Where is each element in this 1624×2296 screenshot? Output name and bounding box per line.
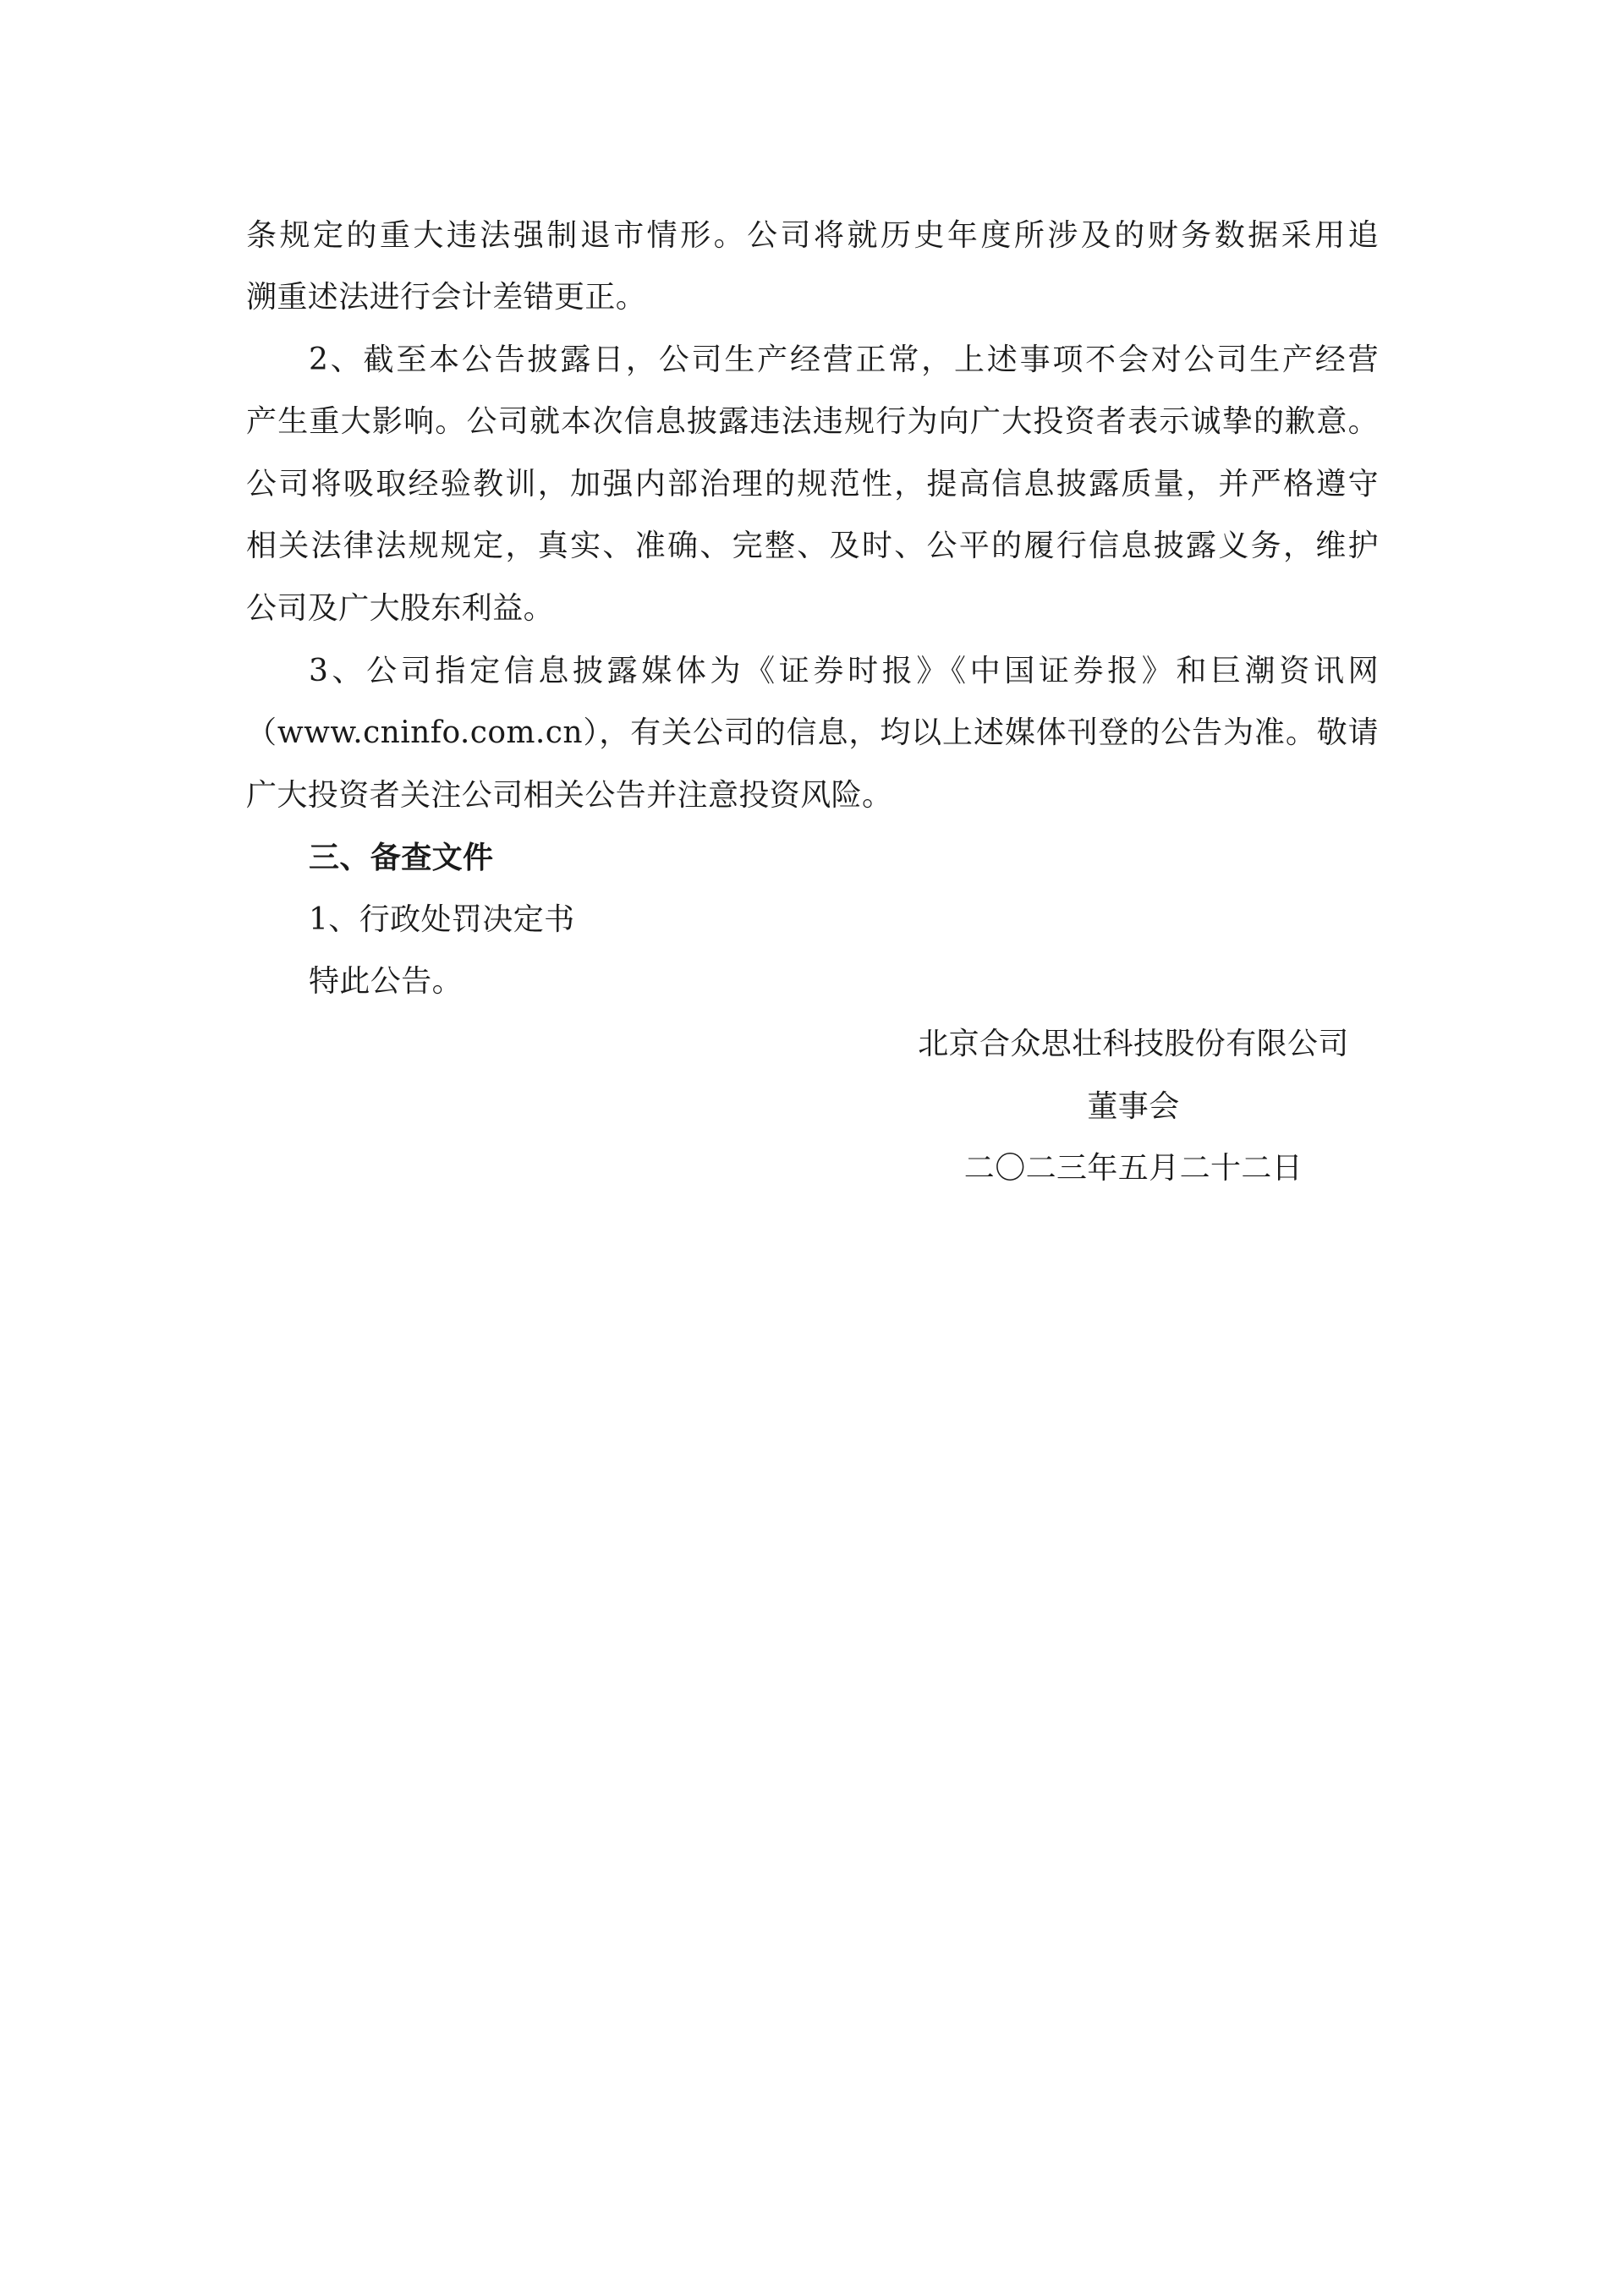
paragraph-1-line-2: 溯重述法进行会计差错更正。	[246, 280, 647, 315]
paragraph-2-line-3: 公司将吸取经验教训，加强内部治理的规范性，提高信息披露质量，并严格遵守	[246, 467, 1379, 501]
paragraph-3-line-2: （www.cninfo.com.cn），有关公司的信息，均以上述媒体刊登的公告为准。敬请	[246, 715, 1379, 750]
section-heading-reference-documents: 三、备查文件	[309, 840, 494, 875]
paragraph-3-line-1: 3、公司指定信息披露媒体为《证券时报》《中国证券报》和巨潮资讯网	[309, 654, 1379, 688]
paragraph-2-line-1: 2、截至本公告披露日，公司生产经营正常，上述事项不会对公司生产经营	[309, 342, 1379, 377]
signature-board: 董事会	[1087, 1089, 1180, 1124]
signature-date: 二〇二三年五月二十二日	[963, 1151, 1303, 1186]
signature-company: 北京合众思壮科技股份有限公司	[918, 1027, 1349, 1061]
closing-statement: 特此公告。	[309, 964, 464, 999]
paragraph-3-line-3: 广大投资者关注公司相关公告并注意投资风险。	[246, 778, 893, 813]
paragraph-2-line-5: 公司及广大股东利益。	[246, 591, 555, 626]
paragraph-2-line-2: 产生重大影响。公司就本次信息披露违法违规行为向广大投资者表示诚挚的歉意。	[246, 404, 1379, 439]
paragraph-1-line-1: 条规定的重大违法强制退市情形。公司将就历史年度所涉及的财务数据采用追	[246, 218, 1379, 253]
paragraph-2-line-4: 相关法律法规规定，真实、准确、完整、及时、公平的履行信息披露义务，维护	[246, 529, 1379, 563]
reference-item-1: 1、行政处罚决定书	[309, 902, 575, 937]
